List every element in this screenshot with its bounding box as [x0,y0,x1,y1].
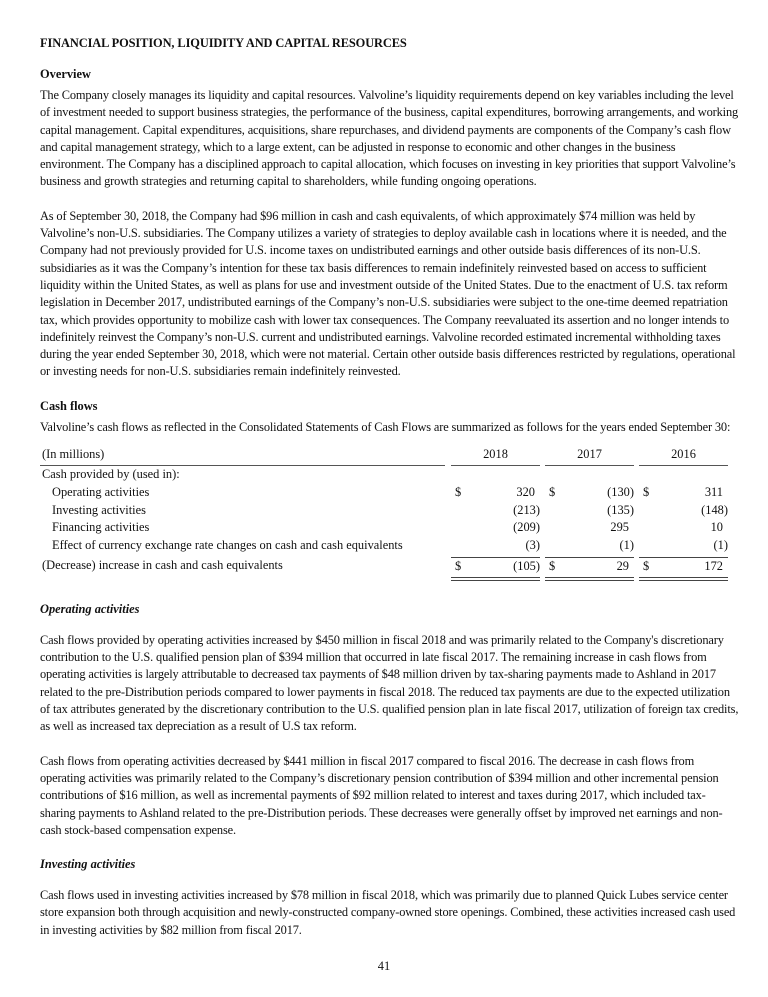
value-cell-2016 [639,537,728,555]
overview-paragraph-1: The Company closely manages its liquidity and capital resources. Valvoline’s liquidity requirements depend on key variables including the level of investment needed to support business strategies, the performance of the business, capital expenditures, borrowing arrangements, and working capital management. Capital expenditures, acquisitions, share repurchases, and dividend payments are components of the Company’s cash flow and capital management strategy, which to a large extent, can be adjusted in response to economic and other changes in the business environment. The Company has a disciplined approach to capital allocation, which focuses on investing in key priorities that support Valvoline’s business and growth strategies and returning capital to shareholders, while funding ongoing operations. [40,88,739,189]
table-row [40,484,740,502]
year-label: 2018 [483,447,508,462]
value-cell-2017 [545,484,634,502]
cash-flows-table [40,446,740,575]
row-label: Effect of currency exchange rate changes on cash and cash equivalents [52,538,403,553]
table-header-row [40,446,740,466]
year-header-2018 [451,446,540,466]
total-value: 172 [704,559,723,574]
cell-value: (1) [713,538,728,553]
row-label: Investing activities [52,502,146,517]
overview-paragraph-2: As of September 30, 2018, the Company had $96 million in cash and cash equivalents, of which approximately $74 million was held by Valvoline’s non-U.S. subsidiaries. The Company utilizes a variety of strategies to deploy available cash in locations where it is needed, and the Company had not previously provided for U.S. income taxes on undistributed earnings and other outside basis differences of its non-U.S. subsidiaries as it was the Company’s intention for these tax basis differences to remain indefinitely reinvested based on access to sufficient liquidity within the United States, as well as plans for use and investment outside of the United States. Due to the enactment of U.S. tax reform legislation in December 2017, undistributed earnings of the Company’s non-U.S. subsidiaries were subject to the one-time deemed repatriation tax, which provides opportunity to mobilize cash with lower tax consequences. The Company reevaluated its assertion and no longer intends to indefinitely reinvest the Company’s non-U.S. current and undistributed earnings. Valvoline recorded estimated incremental withholding taxes during the year ended September 30, 2018, which were not material. Certain other outside basis differences restricted by regulations, operational or investing needs for non-U.S. subsidiaries remain indefinitely reinvested. [40,208,736,379]
value-cell-2018 [451,519,540,537]
value-cell-2016 [639,484,728,502]
overview-heading: Overview [40,67,91,81]
double-rule [451,577,540,581]
value-cell-2018 [451,502,540,520]
value-cell-2017 [545,502,634,520]
table-row [40,502,740,520]
row-label: Operating activities [52,484,150,499]
value-cell-2018 [451,484,540,502]
value-cell-2017 [545,519,634,537]
double-rule [545,577,634,581]
currency-symbol: $ [643,484,650,499]
currency-symbol: $ [549,559,556,574]
unit-label: (In millions) [42,447,105,462]
value-cell-2016 [639,502,728,520]
group-label: Cash provided by (used in): [42,467,180,482]
cell-value: (213) [513,502,540,517]
cash-flows-intro: Valvoline’s cash flows as reflected in the Consolidated Statements of Cash Flows are summarized as follows for the years ended September 30: [40,419,731,434]
cell-value: (135) [607,502,634,517]
cell-value: 295 [610,520,629,535]
cell-value: 311 [704,484,723,499]
year-header-2016 [639,446,728,466]
table-row [40,537,740,555]
year-label: 2016 [671,447,696,462]
operating-paragraph-2: Cash flows from operating activities decreased by $441 million in fiscal 2017 compared to fiscal 2016. The decrease in cash flows from operating activities was primarily related to the Company’s discretionary pension contribution of $394 million and other incremental pension contributions of $16 million, as well as incremental payments of $92 million related to interest and taxes during 2017, which included tax-sharing payments to Ashland related to the pre-Distribution periods. These decreases were generally offset by improved net earnings and non-cash stock-based compensation expense. [40,753,723,837]
section-title: FINANCIAL POSITION, LIQUIDITY AND CAPITAL RESOURCES [40,36,407,50]
page-number: 41 [377,959,391,973]
table-row [40,519,740,537]
investing-activities-heading: Investing activities [40,857,136,872]
year-label: 2017 [577,447,602,462]
currency-symbol: $ [643,559,650,574]
total-value: (105) [513,559,540,574]
cell-value: (148) [701,502,728,517]
operating-activities-heading: Operating activities [40,601,140,616]
value-cell-2016 [639,519,728,537]
total-cell-2018 [451,557,540,576]
row-label: Financing activities [52,520,150,535]
table-total-row [40,557,740,575]
cell-value: (209) [513,520,540,535]
group-label-row [40,466,740,484]
document-page [40,35,740,956]
currency-symbol: $ [455,484,462,499]
total-label: (Decrease) increase in cash and cash equivalents [42,558,283,573]
cell-value: (1) [619,538,634,553]
cell-value: (130) [607,484,634,499]
investing-paragraph-1: Cash flows used in investing activities increased by $78 million in fiscal 2018, which was primarily due to planned Quick Lubes service center store expansion both through acquisition and newly-constructed company-owned store openings. Combined, these activities increased cash used in investing activities by $82 million from fiscal 2017. [40,888,736,937]
year-header-2017 [545,446,634,466]
operating-paragraph-1: Cash flows provided by operating activities increased by $450 million in fiscal 2018 and was primarily related to the Company's discretionary contribution to the U.S. qualified pension plan of $394 million that occurred in late fiscal 2017. The remaining increase in cash flows from operating activities is largely attributable to decreased tax payments of $48 million driven by tax-sharing payments made to Ashland in 2017 related to the pre-Distribution periods compared to lower payments in fiscal 2018. The reduced tax payments are due to the expected utilization of tax attributes generated by the discretionary contribution to the U.S. qualified pension plan in late fiscal 2017, utilization of foreign tax credits, as well as increased tax depreciation as a result of U.S tax reform. [40,632,739,734]
table-body [40,484,740,557]
cell-value: 10 [710,520,723,535]
total-cell-2017 [545,557,634,576]
value-cell-2017 [545,537,634,555]
value-cell-2018 [451,537,540,555]
cell-value: 320 [516,484,535,499]
total-value: 29 [616,559,629,574]
total-cell-2016 [639,557,728,576]
cell-value: (3) [525,538,540,553]
currency-symbol: $ [455,559,462,574]
double-rule [639,577,728,581]
cash-flows-heading: Cash flows [40,398,98,413]
currency-symbol: $ [549,484,556,499]
